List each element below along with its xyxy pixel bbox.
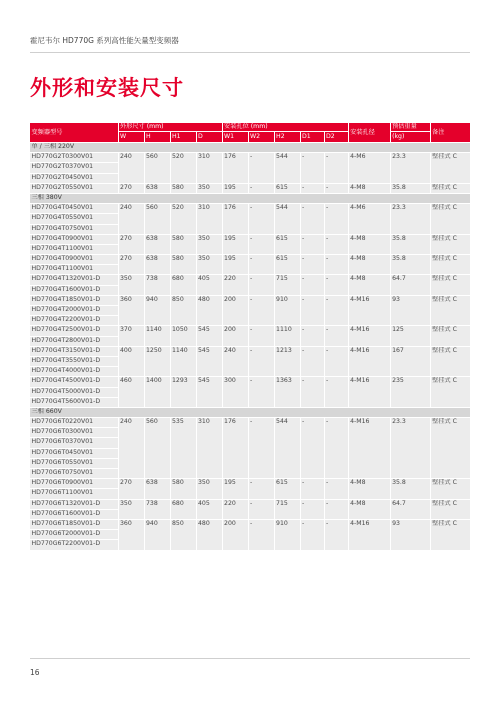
value-cell: 125 — [390, 326, 430, 346]
model-cell: HD770G6T0900V01 — [30, 479, 118, 489]
value-cell: 220 — [222, 275, 248, 295]
value-cell: 35.8 — [390, 234, 430, 254]
value-cell: 23.3 — [390, 204, 430, 235]
subheader-h2: H2 — [274, 132, 300, 143]
model-cell: HD770G4T1600V01-D — [30, 285, 118, 295]
value-cell: - — [248, 499, 274, 519]
model-cell: HD770G6T2000V01-D — [30, 530, 118, 540]
value-cell: 350 — [118, 275, 144, 295]
value-cell: 23.3 — [390, 153, 430, 184]
header-outline-dimensions: 外形尺寸 (mm) — [118, 123, 222, 132]
value-cell: 35.8 — [390, 479, 430, 499]
value-cell: 350 — [196, 234, 222, 254]
value-cell: 545 — [196, 346, 222, 377]
model-cell: HD770G4T1100V01 — [30, 244, 118, 254]
value-cell: 壁挂式 C — [430, 326, 470, 346]
value-cell: 638 — [144, 255, 170, 275]
value-cell: 638 — [144, 479, 170, 499]
value-cell: 35.8 — [390, 183, 430, 193]
value-cell: - — [324, 346, 348, 377]
model-cell: HD770G2T0550V01 — [30, 183, 118, 193]
value-cell: - — [300, 479, 324, 499]
value-cell: - — [324, 479, 348, 499]
document-header: 霍尼韦尔 HD770G 系列高性能矢量型变频器 — [30, 36, 179, 45]
value-cell: 195 — [222, 183, 248, 193]
model-cell: HD770G2T0300V01 — [30, 153, 118, 163]
value-cell: 270 — [118, 479, 144, 499]
value-cell: - — [324, 204, 348, 235]
value-cell: 4-M8 — [348, 499, 390, 519]
value-cell: 4-M6 — [348, 204, 390, 235]
value-cell: 176 — [222, 204, 248, 235]
value-cell: 615 — [274, 234, 300, 254]
value-cell: 4-M16 — [348, 326, 390, 346]
header-divider — [30, 52, 470, 53]
value-cell: - — [324, 519, 348, 550]
value-cell: 4-M8 — [348, 183, 390, 193]
value-cell: 638 — [144, 234, 170, 254]
model-cell: HD770G6T1100V01 — [30, 489, 118, 499]
page-title: 外形和安装尺寸 — [30, 76, 184, 100]
value-cell: 4-M16 — [348, 519, 390, 550]
value-cell: 680 — [170, 275, 196, 295]
value-cell: - — [300, 234, 324, 254]
value-cell: 1110 — [274, 326, 300, 346]
value-cell: - — [300, 183, 324, 193]
value-cell: 615 — [274, 479, 300, 499]
value-cell: 715 — [274, 499, 300, 519]
value-cell: 580 — [170, 234, 196, 254]
value-cell: 560 — [144, 418, 170, 479]
value-cell: 1293 — [170, 377, 196, 408]
value-cell: 4-M16 — [348, 346, 390, 377]
value-cell: 270 — [118, 234, 144, 254]
value-cell: 1050 — [170, 326, 196, 346]
value-cell: - — [248, 295, 274, 326]
subheader-w2: W2 — [248, 132, 274, 143]
value-cell: 壁挂式 C — [430, 295, 470, 326]
value-cell: - — [300, 326, 324, 346]
value-cell: 910 — [274, 519, 300, 550]
model-cell: HD770G4T0900V01 — [30, 234, 118, 244]
value-cell: - — [324, 295, 348, 326]
table-row — [30, 499, 470, 509]
model-cell: HD770G4T3550V01-D — [30, 356, 118, 366]
model-cell: HD770G6T1320V01-D — [30, 499, 118, 509]
value-cell: - — [324, 326, 348, 346]
value-cell: 176 — [222, 153, 248, 184]
value-cell: 4-M8 — [348, 479, 390, 499]
value-cell: 1140 — [170, 346, 196, 377]
footer-divider — [30, 658, 470, 659]
value-cell: 680 — [170, 499, 196, 519]
value-cell: 200 — [222, 295, 248, 326]
value-cell: - — [324, 499, 348, 519]
value-cell: 520 — [170, 153, 196, 184]
value-cell: 560 — [144, 153, 170, 184]
value-cell: 壁挂式 C — [430, 255, 470, 275]
value-cell: 1400 — [144, 377, 170, 408]
model-cell: HD770G6T1600V01-D — [30, 509, 118, 519]
subheader-w1: W1 — [222, 132, 248, 143]
value-cell: - — [324, 418, 348, 479]
subheader-w: W — [118, 132, 144, 143]
value-cell: 400 — [118, 346, 144, 377]
value-cell: 715 — [274, 275, 300, 295]
value-cell: 738 — [144, 275, 170, 295]
table-row — [30, 183, 470, 193]
value-cell: 200 — [222, 519, 248, 550]
value-cell: 405 — [196, 499, 222, 519]
value-cell: 360 — [118, 295, 144, 326]
value-cell: 545 — [196, 326, 222, 346]
model-cell: HD770G4T4000V01-D — [30, 367, 118, 377]
page-number: 16 — [30, 668, 40, 677]
value-cell: 370 — [118, 326, 144, 346]
value-cell: - — [248, 183, 274, 193]
value-cell: 壁挂式 C — [430, 153, 470, 184]
value-cell: 23.3 — [390, 418, 430, 479]
table-row — [30, 295, 470, 305]
header-hole-diameter: 安装孔径 — [348, 123, 390, 143]
value-cell: 64.7 — [390, 275, 430, 295]
value-cell: 270 — [118, 183, 144, 193]
table-row — [30, 204, 470, 214]
value-cell: - — [248, 519, 274, 550]
header-weight-unit: (kg) — [390, 132, 430, 143]
value-cell: 520 — [170, 204, 196, 235]
value-cell: 240 — [222, 346, 248, 377]
header-weight: 预估重量 — [390, 123, 430, 132]
value-cell: 535 — [170, 418, 196, 479]
value-cell: - — [300, 255, 324, 275]
model-cell: HD770G6T0220V01 — [30, 418, 118, 428]
value-cell: 4-M16 — [348, 418, 390, 479]
value-cell: 544 — [274, 204, 300, 235]
table-row — [30, 418, 470, 428]
value-cell: 560 — [144, 204, 170, 235]
value-cell: 580 — [170, 183, 196, 193]
value-cell: - — [300, 153, 324, 184]
value-cell: - — [248, 479, 274, 499]
value-cell: 350 — [196, 479, 222, 499]
value-cell: 93 — [390, 295, 430, 326]
model-cell: HD770G4T1320V01-D — [30, 275, 118, 285]
value-cell: 940 — [144, 295, 170, 326]
header-mounting-holes: 安装孔位 (mm) — [222, 123, 348, 132]
table-row — [30, 346, 470, 356]
model-cell: HD770G6T0370V01 — [30, 438, 118, 448]
group-label: 三相 380V — [30, 193, 470, 203]
model-cell: HD770G4T2500V01-D — [30, 326, 118, 336]
value-cell: 350 — [196, 255, 222, 275]
subheader-h1: H1 — [170, 132, 196, 143]
model-cell: HD770G4T0550V01 — [30, 214, 118, 224]
model-cell: HD770G6T0300V01 — [30, 428, 118, 438]
value-cell: 235 — [390, 377, 430, 408]
value-cell: - — [324, 183, 348, 193]
value-cell: 1363 — [274, 377, 300, 408]
value-cell: - — [300, 377, 324, 408]
value-cell: - — [248, 204, 274, 235]
value-cell: 480 — [196, 519, 222, 550]
value-cell: 850 — [170, 295, 196, 326]
value-cell: 1140 — [144, 326, 170, 346]
model-cell: HD770G6T0550V01 — [30, 458, 118, 468]
value-cell: - — [248, 153, 274, 184]
value-cell: 壁挂式 C — [430, 234, 470, 254]
value-cell: - — [300, 295, 324, 326]
model-cell: HD770G4T0750V01 — [30, 224, 118, 234]
model-cell: HD770G4T5600V01-D — [30, 397, 118, 407]
value-cell: 220 — [222, 499, 248, 519]
value-cell: 壁挂式 C — [430, 346, 470, 377]
value-cell: 壁挂式 C — [430, 418, 470, 479]
value-cell: - — [324, 377, 348, 408]
value-cell: - — [324, 153, 348, 184]
value-cell: - — [248, 275, 274, 295]
value-cell: - — [324, 255, 348, 275]
model-cell: HD770G4T0450V01 — [30, 204, 118, 214]
value-cell: 638 — [144, 183, 170, 193]
dimension-table — [30, 123, 471, 551]
value-cell: 580 — [170, 255, 196, 275]
model-cell: HD770G4T4500V01-D — [30, 377, 118, 387]
value-cell: - — [248, 346, 274, 377]
value-cell: 壁挂式 C — [430, 204, 470, 235]
value-cell: 240 — [118, 153, 144, 184]
value-cell: 176 — [222, 418, 248, 479]
value-cell: 545 — [196, 377, 222, 408]
value-cell: 1213 — [274, 346, 300, 377]
value-cell: 350 — [196, 183, 222, 193]
model-cell: HD770G4T2200V01-D — [30, 316, 118, 326]
value-cell: 195 — [222, 234, 248, 254]
model-cell: HD770G6T1850V01-D — [30, 519, 118, 529]
value-cell: 64.7 — [390, 499, 430, 519]
value-cell: 360 — [118, 519, 144, 550]
value-cell: 4-M8 — [348, 255, 390, 275]
value-cell: 1250 — [144, 346, 170, 377]
model-cell: HD770G6T0450V01 — [30, 448, 118, 458]
value-cell: 544 — [274, 418, 300, 479]
value-cell: 405 — [196, 275, 222, 295]
model-cell: HD770G2T0450V01 — [30, 173, 118, 183]
value-cell: - — [248, 377, 274, 408]
value-cell: 壁挂式 C — [430, 275, 470, 295]
model-cell: HD770G6T0750V01 — [30, 469, 118, 479]
table-row — [30, 255, 470, 265]
value-cell: - — [248, 326, 274, 346]
model-cell: HD770G4T2000V01-D — [30, 306, 118, 316]
group-label: 三相 660V — [30, 407, 470, 417]
table-row — [30, 479, 470, 489]
value-cell: 壁挂式 C — [430, 479, 470, 499]
value-cell: 544 — [274, 153, 300, 184]
header-model: 变频器型号 — [30, 123, 118, 143]
subheader-d1: D1 — [300, 132, 324, 143]
value-cell: 310 — [196, 204, 222, 235]
value-cell: 270 — [118, 255, 144, 275]
value-cell: - — [300, 275, 324, 295]
table-row — [30, 234, 470, 244]
value-cell: 310 — [196, 153, 222, 184]
value-cell: 4-M6 — [348, 153, 390, 184]
subheader-d: D — [196, 132, 222, 143]
table-group-row — [30, 193, 470, 203]
model-cell: HD770G4T5000V01-D — [30, 387, 118, 397]
value-cell: 240 — [118, 418, 144, 479]
group-label: 单 / 三相 220V — [30, 143, 470, 153]
value-cell: 850 — [170, 519, 196, 550]
table-header-row — [30, 123, 470, 132]
value-cell: 310 — [196, 418, 222, 479]
value-cell: 240 — [118, 204, 144, 235]
value-cell: 738 — [144, 499, 170, 519]
value-cell: - — [324, 234, 348, 254]
value-cell: 300 — [222, 377, 248, 408]
model-cell: HD770G2T0370V01 — [30, 163, 118, 173]
model-cell: HD770G4T1850V01-D — [30, 295, 118, 305]
model-cell: HD770G6T2200V01-D — [30, 540, 118, 550]
value-cell: - — [248, 255, 274, 275]
table-group-row — [30, 407, 470, 417]
value-cell: 195 — [222, 479, 248, 499]
value-cell: 93 — [390, 519, 430, 550]
table-row — [30, 153, 470, 163]
value-cell: 350 — [118, 499, 144, 519]
value-cell: - — [300, 418, 324, 479]
value-cell: 580 — [170, 479, 196, 499]
value-cell: 4-M16 — [348, 377, 390, 408]
table-group-row — [30, 143, 470, 153]
table-row — [30, 275, 470, 285]
value-cell: 615 — [274, 255, 300, 275]
value-cell: 615 — [274, 183, 300, 193]
value-cell: 460 — [118, 377, 144, 408]
value-cell: - — [248, 234, 274, 254]
value-cell: 壁挂式 C — [430, 519, 470, 550]
value-cell: - — [324, 275, 348, 295]
value-cell: 167 — [390, 346, 430, 377]
model-cell: HD770G4T1100V01 — [30, 265, 118, 275]
value-cell: 4-M8 — [348, 234, 390, 254]
model-cell: HD770G4T2800V01-D — [30, 336, 118, 346]
value-cell: - — [248, 418, 274, 479]
value-cell: 480 — [196, 295, 222, 326]
subheader-d2: D2 — [324, 132, 348, 143]
value-cell: 4-M8 — [348, 275, 390, 295]
value-cell: 4-M16 — [348, 295, 390, 326]
value-cell: - — [300, 499, 324, 519]
value-cell: - — [300, 519, 324, 550]
table-row — [30, 519, 470, 529]
value-cell: - — [300, 204, 324, 235]
model-cell: HD770G4T0900V01 — [30, 255, 118, 265]
value-cell: - — [300, 346, 324, 377]
value-cell: 壁挂式 C — [430, 183, 470, 193]
header-note: 备注 — [430, 123, 470, 143]
table-row — [30, 377, 470, 387]
value-cell: 940 — [144, 519, 170, 550]
value-cell: 910 — [274, 295, 300, 326]
value-cell: 200 — [222, 326, 248, 346]
subheader-h: H — [144, 132, 170, 143]
value-cell: 35.8 — [390, 255, 430, 275]
table-row — [30, 326, 470, 336]
value-cell: 壁挂式 C — [430, 499, 470, 519]
value-cell: 壁挂式 C — [430, 377, 470, 408]
model-cell: HD770G4T3150V01-D — [30, 346, 118, 356]
value-cell: 195 — [222, 255, 248, 275]
